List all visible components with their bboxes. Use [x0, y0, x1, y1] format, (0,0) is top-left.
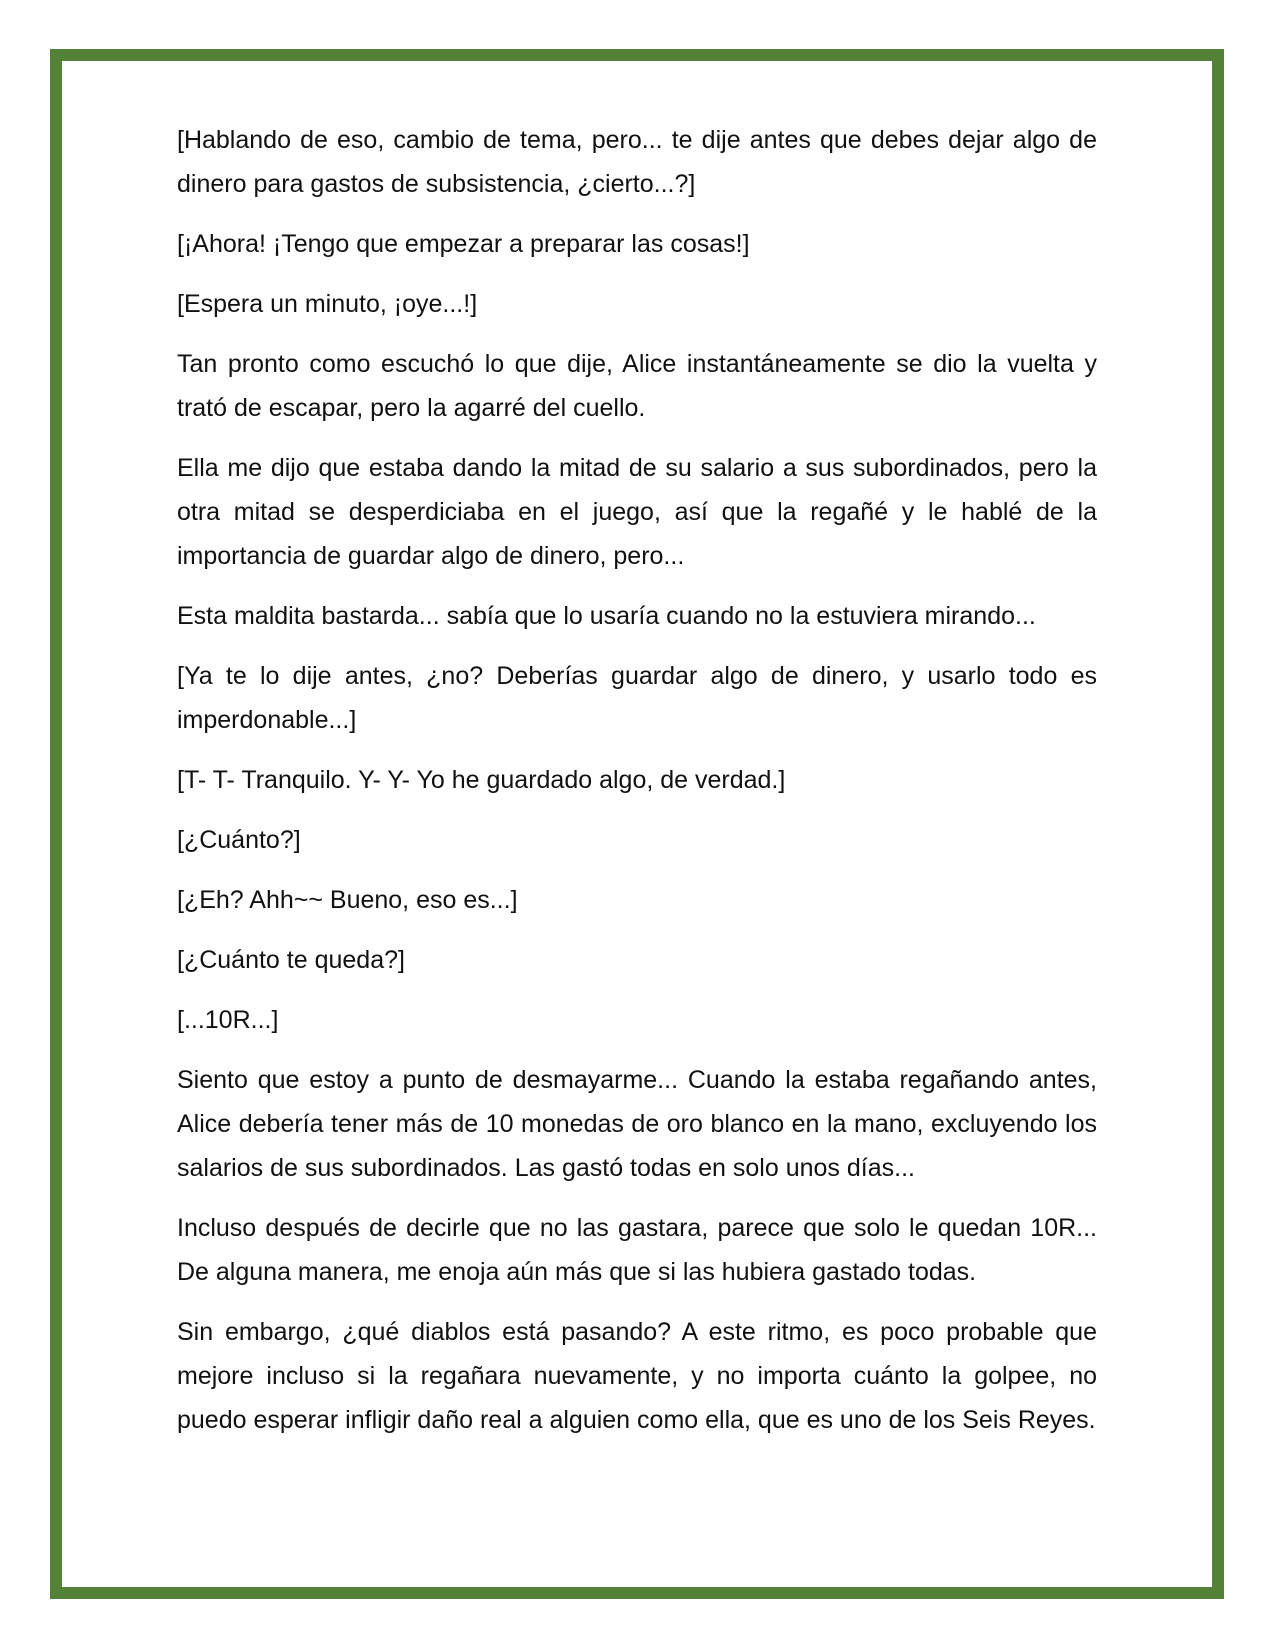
paragraph: [¡Ahora! ¡Tengo que empezar a preparar las cosas!]	[177, 230, 750, 258]
paragraph: [Hablando de eso, cambio de tema, pero... te dije antes que debes dejar algo de dinero para gastos de subsistencia, ¿cierto...?]	[177, 126, 1097, 198]
paragraph: [Espera un minuto, ¡oye...!]	[177, 290, 478, 318]
paragraph: Ella me dijo que estaba dando la mitad de su salario a sus subordinados, pero la otra mitad se desperdiciaba en el juego, así que la regañé y le hablé de la importancia de guardar algo de dinero, pero...	[177, 454, 1097, 570]
paragraph: Tan pronto como escuchó lo que dije, Alice instantáneamente se dio la vuelta y trató de escapar, pero la agarré del cuello.	[177, 350, 1097, 422]
paragraph: Siento que estoy a punto de desmayarme... Cuando la estaba regañando antes, Alice debería tener más de 10 monedas de oro blanco en la mano, excluyendo los salarios de sus subordinados. Las gastó todas en solo unos días...	[177, 1066, 1097, 1182]
paragraph: Esta maldita bastarda... sabía que lo usaría cuando no la estuviera mirando...	[177, 602, 1036, 630]
paragraph: Incluso después de decirle que no las gastara, parece que solo le quedan 10R... De alguna manera, me enoja aún más que si las hubiera gastado todas.	[177, 1214, 1097, 1286]
paragraph: Sin embargo, ¿qué diablos está pasando? A este ritmo, es poco probable que mejore incluso si la regañara nuevamente, y no importa cuánto la golpee, no puedo esperar infligir daño real a alguien como ella, que es uno de los Seis Reyes.	[177, 1318, 1097, 1434]
paragraph: [¿Eh? Ahh~~ Bueno, eso es...]	[177, 886, 518, 914]
paragraph: [...10R...]	[177, 1006, 279, 1034]
paragraph: [¿Cuánto?]	[177, 826, 301, 854]
paragraph: [T- T- Tranquilo. Y- Y- Yo he guardado algo, de verdad.]	[177, 766, 786, 794]
paragraph: [Ya te lo dije antes, ¿no? Deberías guardar algo de dinero, y usarlo todo es imperdonable...]	[177, 662, 1097, 734]
document-body	[177, 118, 1097, 1458]
paragraph: [¿Cuánto te queda?]	[177, 946, 405, 974]
